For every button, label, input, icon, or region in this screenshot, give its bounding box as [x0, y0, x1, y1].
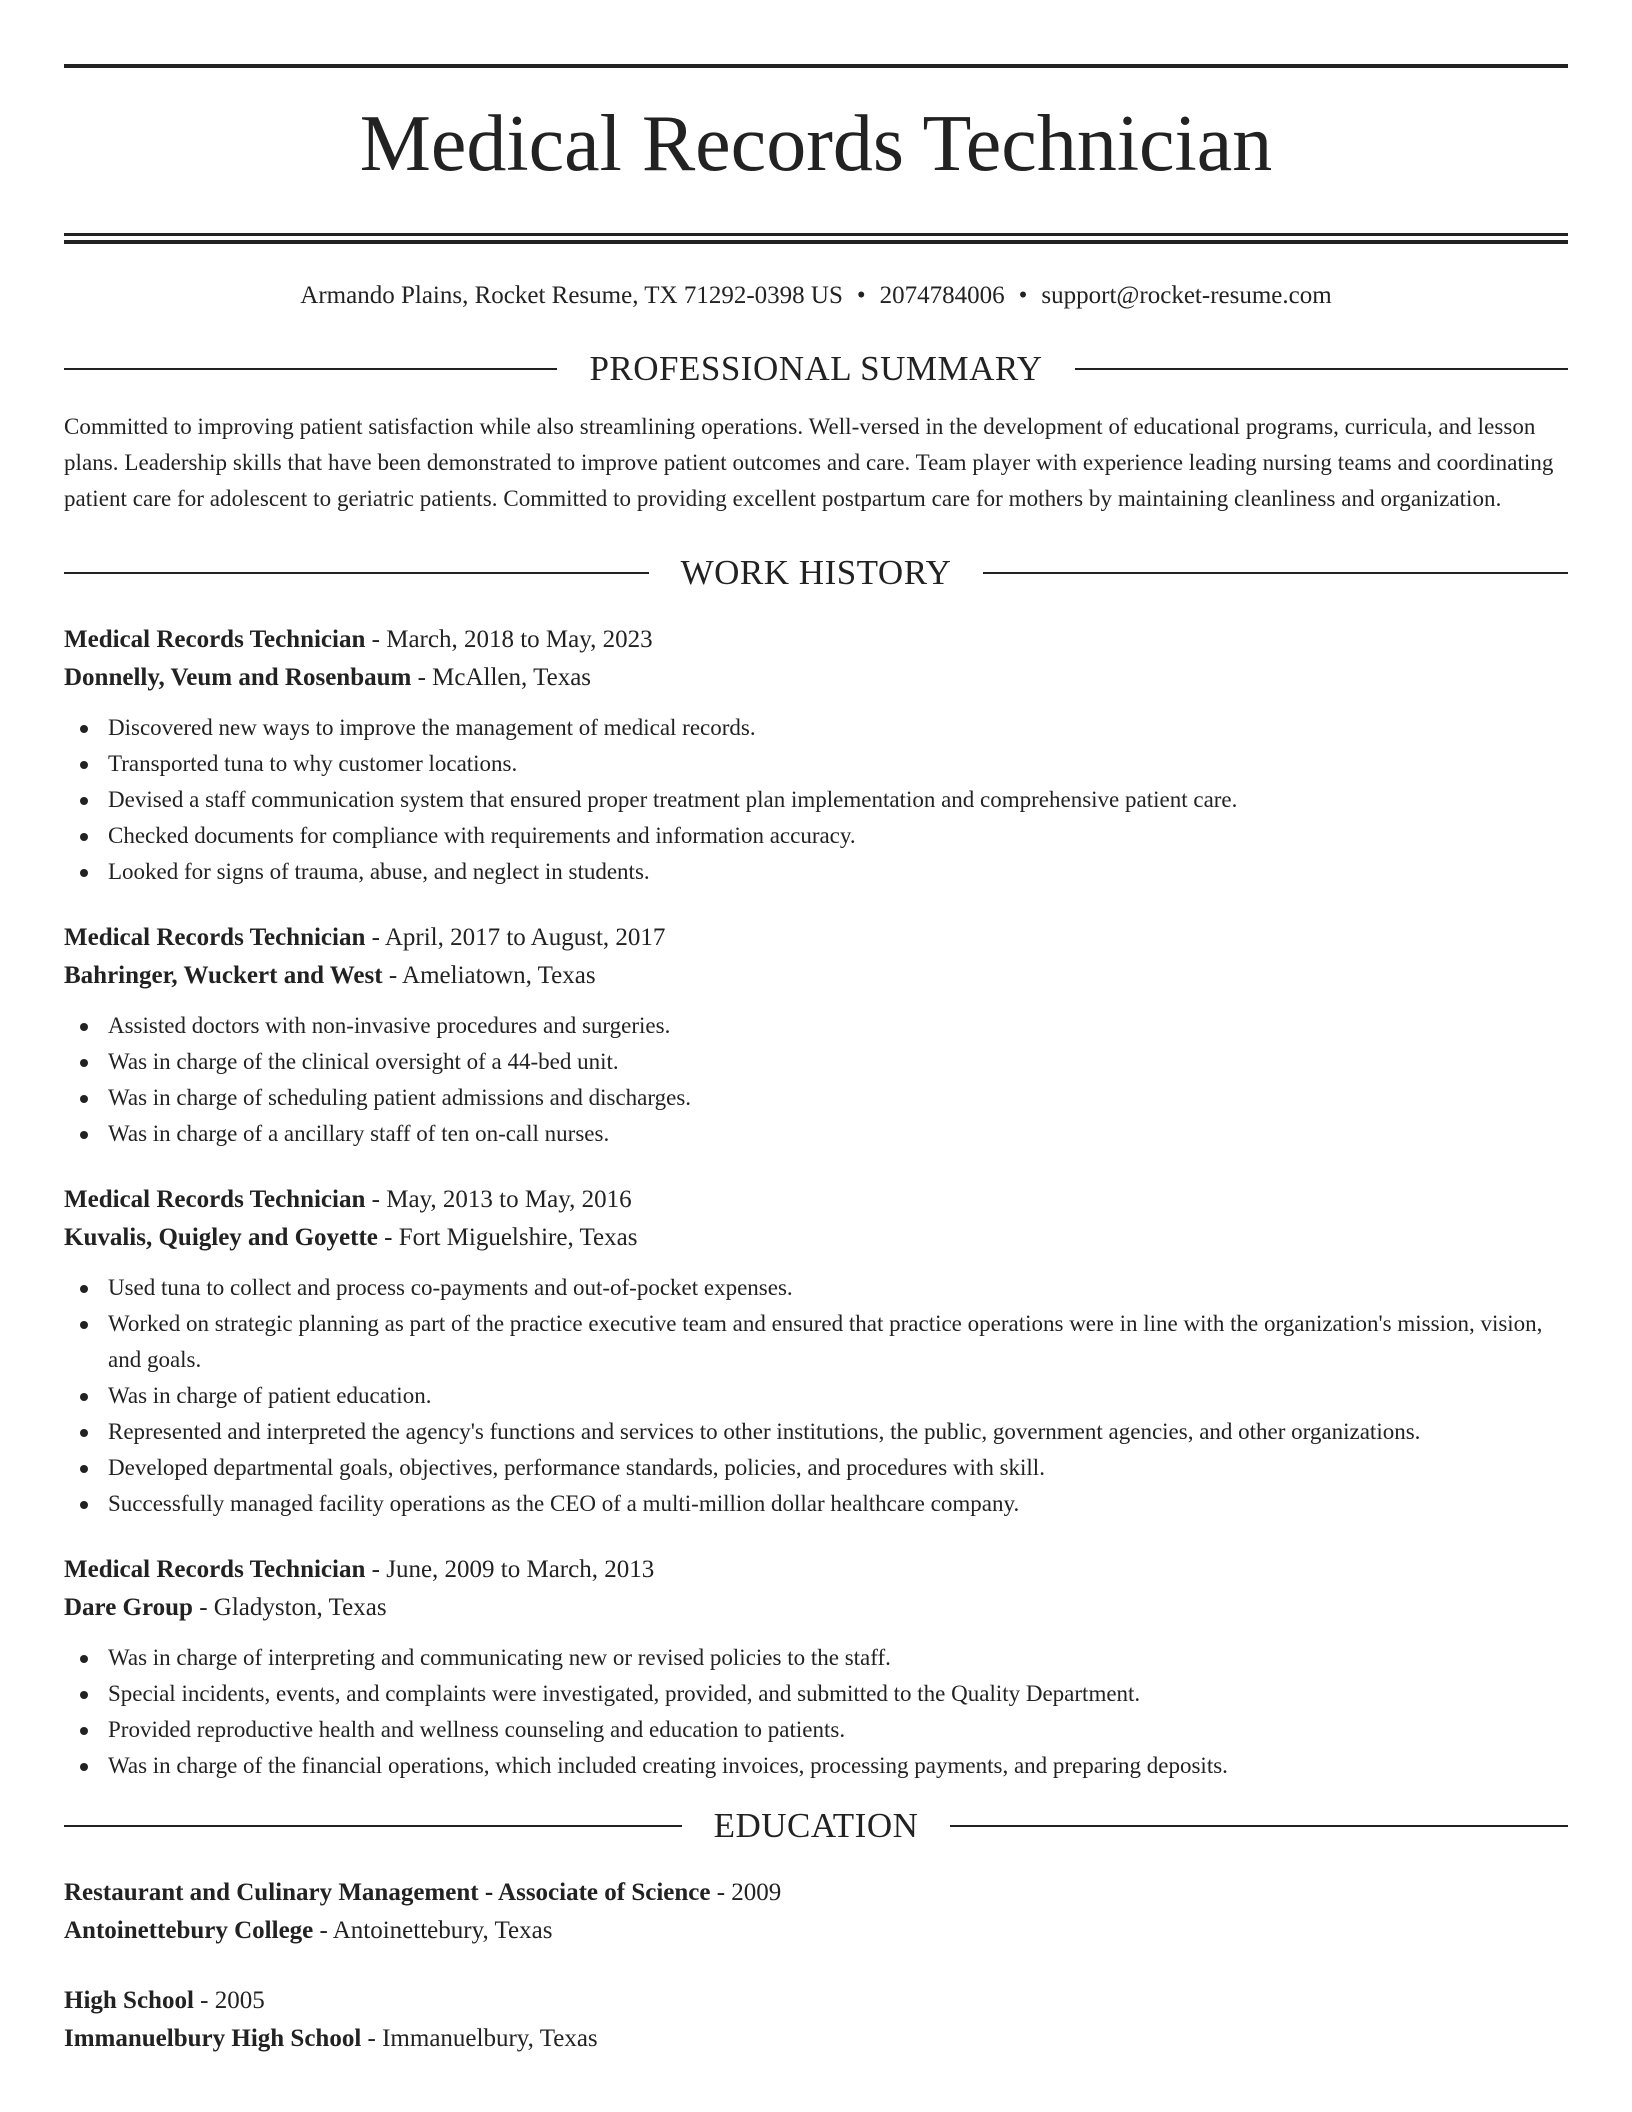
bullet-icon: [80, 1429, 88, 1437]
job-company-line: [64, 957, 1568, 995]
job-bullets: [64, 710, 1568, 890]
education-school: Antoinettebury College: [64, 1917, 314, 1944]
job-title: Medical Records Technician: [64, 1556, 366, 1583]
bullet-item: [64, 1486, 1568, 1522]
bullet-icon: [80, 1691, 88, 1699]
job-location: - Ameliatown, Texas: [382, 962, 596, 989]
bullet-item: [64, 1080, 1568, 1116]
job-title: Medical Records Technician: [64, 924, 366, 951]
bullet-icon: [80, 1655, 88, 1663]
summary-text: Committed to improving patient satisfaction while also streamlining operations. Well-versed in the development of educational programs, curricula, and lesson plans. Leadership skills that have been demonstrated to improve patient outcomes and care. Team player with experience leading nursing teams and coordinating patient care for adolescent to geriatric patients. Committed to providing excellent postpartum care for mothers by maintaining cleanliness and organization.: [64, 414, 1554, 511]
education-degree: High School: [64, 1987, 194, 2014]
job-dates: - June, 2009 to March, 2013: [365, 1556, 655, 1583]
bullet-item: [64, 782, 1568, 818]
bullet-icon: [80, 797, 88, 805]
education-entry: [64, 1874, 1568, 1950]
job-company-line: [64, 1219, 1568, 1257]
bullet-text: Checked documents for compliance with requirements and information accuracy.: [108, 823, 856, 848]
job-entry: [64, 919, 1568, 1152]
contact-phone: 2074784006: [879, 282, 1005, 309]
job-title-line: [64, 1551, 1568, 1589]
education-degree-line: [64, 1874, 1568, 1912]
bullet-text: Looked for signs of trauma, abuse, and neglect in students.: [108, 859, 650, 884]
bullet-item: [64, 1640, 1568, 1676]
bullet-item: [64, 1044, 1568, 1080]
bullet-item: [64, 854, 1568, 890]
bullet-item: [64, 1008, 1568, 1044]
bullet-item: [64, 1414, 1568, 1450]
job-bullets: [64, 1008, 1568, 1152]
bullet-icon: [80, 1763, 88, 1771]
bullet-text: Was in charge of patient education.: [108, 1383, 432, 1408]
bullet-item: [64, 1116, 1568, 1152]
contact-email: support@rocket-resume.com: [1041, 282, 1332, 309]
bullet-text: Was in charge of the clinical oversight of a 44-bed unit.: [108, 1049, 619, 1074]
job-dates: - May, 2013 to May, 2016: [365, 1186, 632, 1213]
education-year: - 2005: [193, 1987, 265, 2014]
bullet-icon: [80, 1501, 88, 1509]
contact-separator: •: [1018, 282, 1028, 309]
bullet-text: Provided reproductive health and wellness counseling and education to patients.: [108, 1717, 846, 1742]
job-company-line: [64, 659, 1568, 697]
bullet-icon: [80, 833, 88, 841]
bullet-text: Devised a staff communication system that ensured proper treatment plan implementation and comprehensive patient care.: [108, 787, 1238, 812]
section-heading-label: WORK HISTORY: [680, 553, 952, 592]
bullet-icon: [80, 761, 88, 769]
bullet-icon: [80, 1095, 88, 1103]
job-bullets: [64, 1640, 1568, 1784]
section-heading-education: [64, 1806, 1568, 1846]
job-company: Dare Group: [64, 1594, 193, 1621]
bullet-text: Special incidents, events, and complaints were investigated, provided, and submitted to the Quality Department.: [108, 1681, 1141, 1706]
education-school-line: [64, 1912, 1568, 1950]
education-location: - Immanuelbury, Texas: [361, 2025, 598, 2052]
bullet-item: [64, 1378, 1568, 1414]
section-heading-work-history: [64, 553, 1568, 593]
bullet-icon: [80, 1023, 88, 1031]
resume-title: Medical Records Technician: [359, 100, 1273, 188]
bullet-text: Represented and interpreted the agency's functions and services to other institutions, the public, government agencies, and other organizations.: [108, 1419, 1421, 1444]
bullet-text: Was in charge of interpreting and communicating new or revised policies to the staff.: [108, 1645, 891, 1670]
job-title: Medical Records Technician: [64, 1186, 366, 1213]
bullet-item: [64, 1748, 1568, 1784]
bullet-icon: [80, 1131, 88, 1139]
job-company: Kuvalis, Quigley and Goyette: [64, 1224, 378, 1251]
education-school: Immanuelbury High School: [64, 2025, 362, 2052]
bullet-item: [64, 818, 1568, 854]
bullet-text: Was in charge of scheduling patient admissions and discharges.: [108, 1085, 692, 1110]
bullet-item: [64, 1450, 1568, 1486]
heading-rule-left: [64, 572, 649, 574]
education-entry: [64, 1982, 1568, 2058]
bullet-item: [64, 1306, 1568, 1378]
job-title-line: [64, 621, 1568, 659]
bullet-item: [64, 1712, 1568, 1748]
bullet-text: Used tuna to collect and process co-payments and out-of-pocket expenses.: [108, 1275, 793, 1300]
contact-address: Armando Plains, Rocket Resume, TX 71292-0398 US: [300, 282, 843, 309]
top-rule: [64, 64, 1568, 68]
bullet-icon: [80, 869, 88, 877]
job-company: Donnelly, Veum and Rosenbaum: [64, 664, 412, 691]
section-heading-label: PROFESSIONAL SUMMARY: [589, 349, 1043, 388]
bullet-item: [64, 710, 1568, 746]
bullet-item: [64, 746, 1568, 782]
education-year: - 2009: [710, 1879, 782, 1906]
education-degree-line: [64, 1982, 1568, 2020]
job-entry: [64, 1181, 1568, 1522]
job-company: Bahringer, Wuckert and West: [64, 962, 383, 989]
contact-line: [64, 281, 1568, 311]
job-location: - Fort Miguelshire, Texas: [377, 1224, 638, 1251]
job-title: Medical Records Technician: [64, 626, 366, 653]
bullet-icon: [80, 1727, 88, 1735]
job-location: - Gladyston, Texas: [192, 1594, 387, 1621]
bullet-icon: [80, 1285, 88, 1293]
bullet-item: [64, 1270, 1568, 1306]
job-entry: [64, 1551, 1568, 1784]
education-location: - Antoinettebury, Texas: [313, 1917, 553, 1944]
heading-rule-right: [1075, 368, 1568, 370]
job-location: - McAllen, Texas: [411, 664, 592, 691]
bullet-text: Successfully managed facility operations as the CEO of a multi-million dollar healthcare company.: [108, 1491, 1020, 1516]
bullet-text: Worked on strategic planning as part of the practice executive team and ensured that practice operations were in line with the organization's mission, vision, and goals.: [108, 1311, 1543, 1372]
heading-rule-right: [950, 1825, 1568, 1827]
job-dates: - April, 2017 to August, 2017: [365, 924, 666, 951]
title-double-rule: [64, 233, 1568, 244]
bullet-icon: [80, 1465, 88, 1473]
bullet-text: Transported tuna to why customer locations.: [108, 751, 518, 776]
bullet-text: Assisted doctors with non-invasive procedures and surgeries.: [108, 1013, 671, 1038]
job-bullets: [64, 1270, 1568, 1522]
bullet-text: Developed departmental goals, objectives, performance standards, policies, and procedures with skill.: [108, 1455, 1045, 1480]
heading-rule-right: [983, 572, 1568, 574]
education-school-line: [64, 2020, 1568, 2058]
bullet-text: Discovered new ways to improve the management of medical records.: [108, 715, 756, 740]
section-heading-label: EDUCATION: [713, 1806, 919, 1845]
job-entry: [64, 621, 1568, 890]
job-title-line: [64, 919, 1568, 957]
education-degree: Restaurant and Culinary Management - Associate of Science: [64, 1879, 711, 1906]
heading-rule-left: [64, 368, 557, 370]
bullet-icon: [80, 725, 88, 733]
bullet-icon: [80, 1321, 88, 1329]
bullet-text: Was in charge of the financial operations, which included creating invoices, processing payments, and preparing deposits.: [108, 1753, 1228, 1778]
bullet-icon: [80, 1393, 88, 1401]
section-heading-summary: [64, 349, 1568, 389]
contact-separator: •: [856, 282, 866, 309]
job-company-line: [64, 1589, 1568, 1627]
job-dates: - March, 2018 to May, 2023: [365, 626, 653, 653]
job-title-line: [64, 1181, 1568, 1219]
bullet-icon: [80, 1059, 88, 1067]
bullet-text: Was in charge of a ancillary staff of ten on-call nurses.: [108, 1121, 610, 1146]
heading-rule-left: [64, 1825, 682, 1827]
bullet-item: [64, 1676, 1568, 1712]
